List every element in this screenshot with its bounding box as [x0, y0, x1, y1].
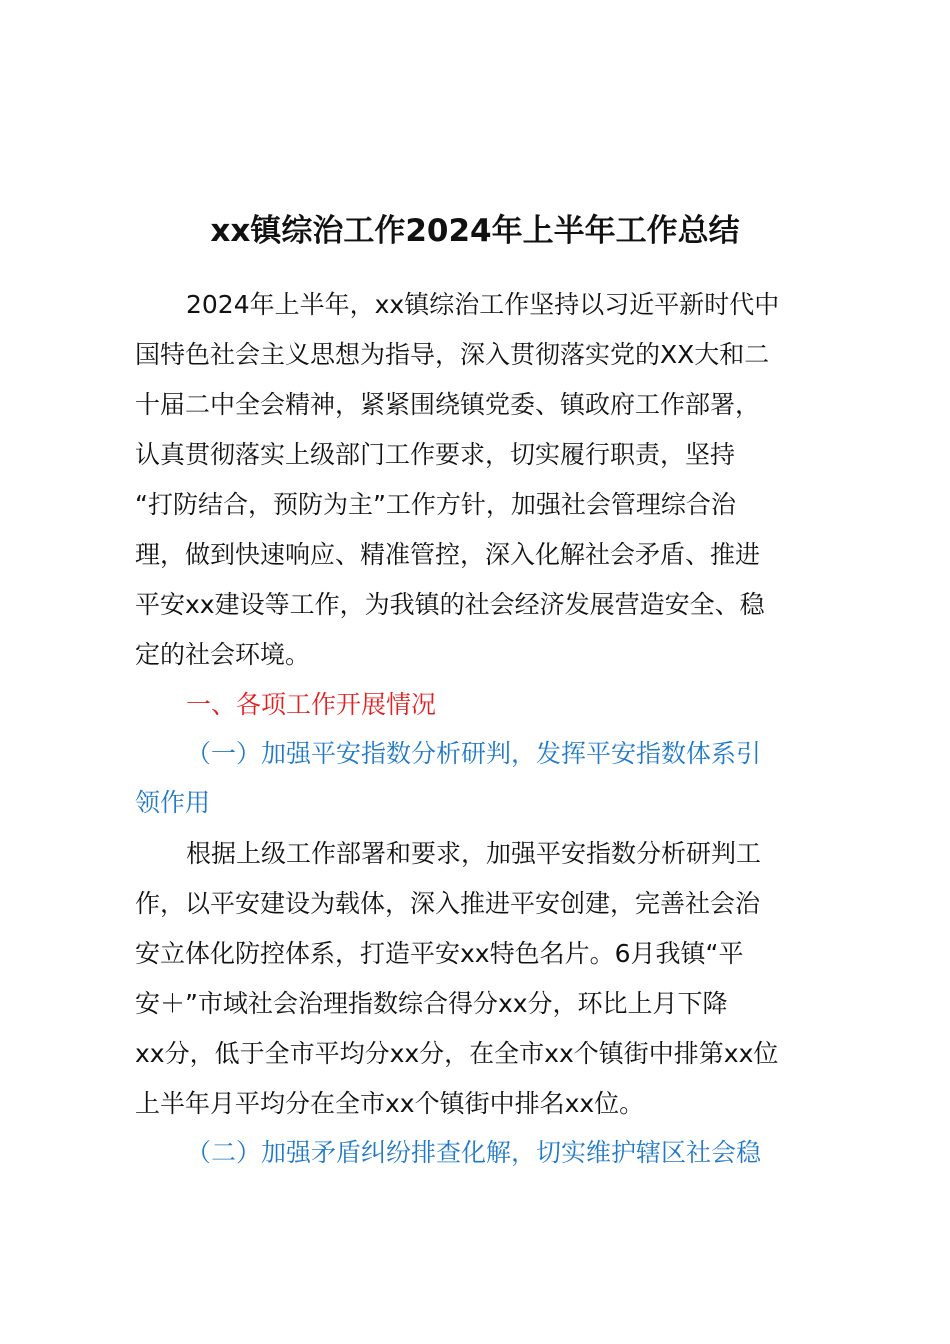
intro-line: “打防结合，预防为主”工作方针，加强社会管理综合治	[135, 490, 736, 519]
intro-line: 十届二中全会精神，紧紧围绕镇党委、镇政府工作部署，	[135, 390, 761, 419]
intro-line: 认真贯彻落实上级部门工作要求，切实履行职责，坚持	[135, 440, 736, 469]
subsection-heading: （二）加强矛盾纠纷排查化解，切实维护辖区社会稳	[186, 1138, 762, 1167]
document-title: xx镇综治工作2024年上半年工作总结	[210, 213, 740, 249]
body-line: 安＋”市域社会治理指数综合得分xx分，环比上月下降	[135, 989, 728, 1018]
subsection-heading: 领作用	[135, 788, 211, 817]
intro-line: 平安xx建设等工作，为我镇的社会经济发展营造安全、稳	[135, 590, 765, 619]
body-line: 上半年月平均分在全市xx个镇街中排名xx位。	[135, 1089, 645, 1118]
subsection-heading: （一）加强平安指数分析研判，发挥平安指数体系引	[186, 739, 762, 768]
intro-line: 2024年上半年，xx镇综治工作坚持以习近平新时代中	[186, 290, 780, 319]
body-line: 安立体化防控体系，打造平安xx特色名片。6月我镇“平	[135, 939, 744, 968]
body-line: 根据上级工作部署和要求，加强平安指数分析研判工	[186, 839, 762, 868]
intro-line: 理，做到快速响应、精准管控，深入化解社会矛盾、推进	[135, 540, 761, 569]
section-heading: 一、各项工作开展情况	[186, 690, 437, 719]
intro-line: 定的社会环境。	[135, 640, 311, 669]
body-line: 作，以平安建设为载体，深入推进平安创建，完善社会治	[135, 889, 761, 918]
body-line: xx分，低于全市平均分xx分，在全市xx个镇街中排第xx位	[135, 1039, 779, 1068]
intro-line: 国特色社会主义思想为指导，深入贯彻落实党的XX大和二	[135, 340, 770, 369]
